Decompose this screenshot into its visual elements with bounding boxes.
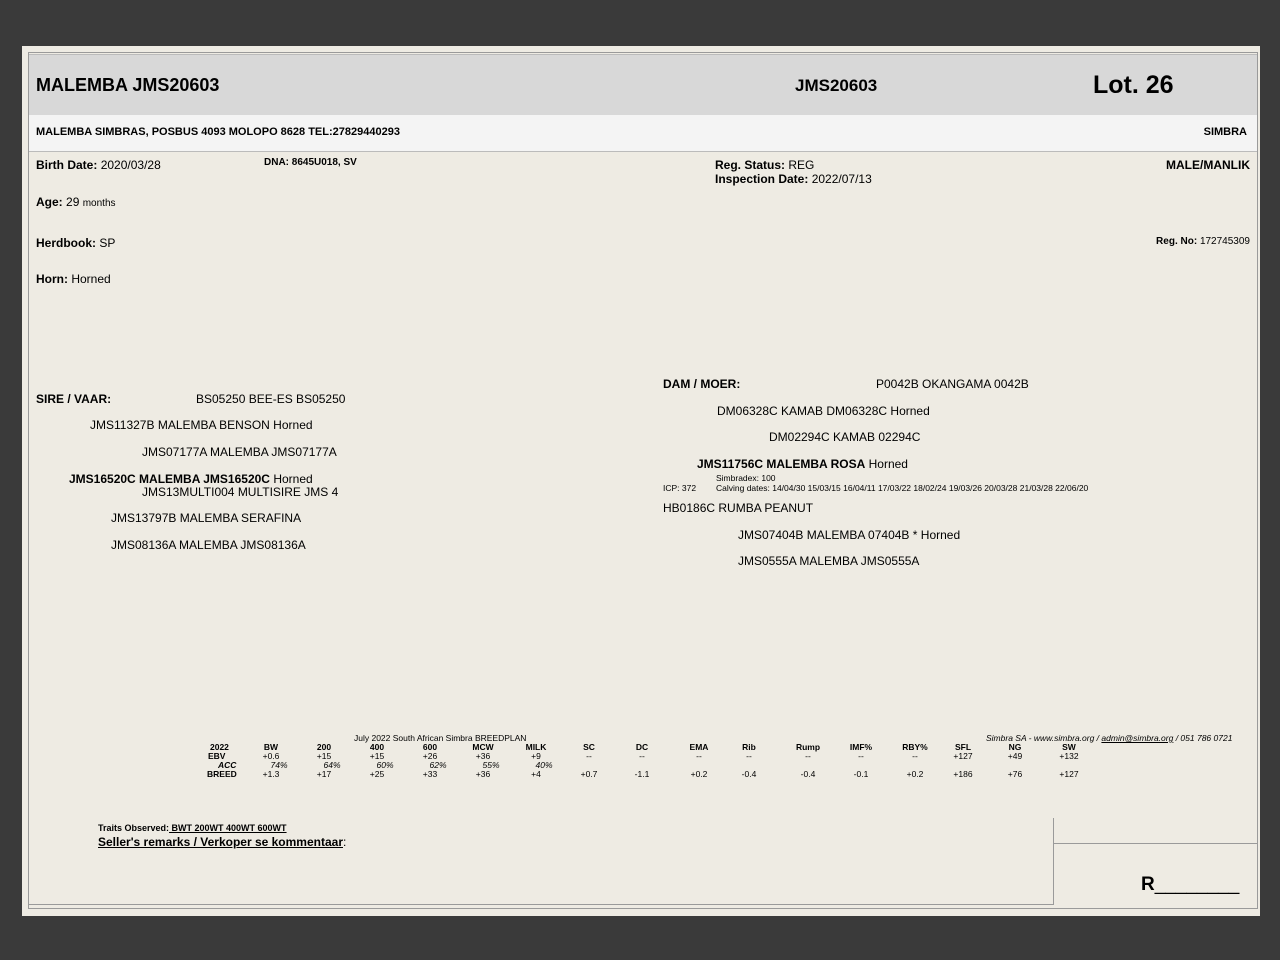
ebv-breed-mcw: +36 — [475, 769, 491, 779]
horn-status: Horn: Horned — [36, 272, 111, 286]
ebv-ebv-dc: -- — [639, 751, 645, 761]
ebv-h-ng: NG — [1008, 742, 1022, 752]
sex: MALE/MANLIK — [1166, 158, 1250, 172]
ebv-ebv-rib: -- — [746, 751, 752, 761]
simbradex: Simbradex: 100 — [716, 473, 776, 483]
dam-sire-dam: DM02294C KAMAB 02294C — [769, 430, 921, 444]
ebv-breed-rbypct: +0.2 — [906, 769, 924, 779]
ebv-breed-milk: +4 — [531, 769, 541, 779]
dam-label: DAM / MOER: — [663, 377, 741, 391]
ebv-breed-ng: +76 — [1007, 769, 1023, 779]
ebv-breed-dc: -1.1 — [634, 769, 650, 779]
dam-dam: HB0186C RUMBA PEANUT — [663, 501, 814, 515]
dam-sire-sire: P0042B OKANGAMA 0042B — [876, 377, 1029, 391]
header-bar — [29, 54, 1257, 116]
ebv-h-sfl: SFL — [954, 742, 972, 752]
ebv-ebv-ema: -- — [696, 751, 702, 761]
ebv-h-bw: BW — [263, 742, 279, 752]
ebv-ebv-sw: +132 — [1059, 751, 1079, 761]
ebv-h-milk: MILK — [525, 742, 547, 752]
traits-observed: Traits Observed: BWT 200WT 400WT 600WT — [98, 823, 287, 833]
inspection-date: Inspection Date: 2022/07/13 — [715, 172, 872, 186]
seller-remarks: Seller's remarks / Verkoper se kommentaar: — [98, 835, 347, 849]
ebv-breed-rib: -0.4 — [741, 769, 757, 779]
ebv-ebv-rump: -- — [805, 751, 811, 761]
lot-number: Lot. 26 — [1093, 71, 1174, 99]
herdbook: Herdbook: SP — [36, 236, 116, 250]
reg-no: Reg. No: 172745309 — [1156, 236, 1250, 247]
ebv-breed-600: +33 — [422, 769, 438, 779]
sire-label: SIRE / VAAR: — [36, 392, 112, 406]
sire-dam-sire: JMS13MULTI004 MULTISIRE JMS 4 — [142, 485, 339, 499]
ebv-h-sc: SC — [583, 742, 595, 752]
breeder-bar — [29, 115, 1257, 152]
ebv-acc-mcw: 55% — [482, 760, 500, 770]
animal-name: MALEMBA JMS20603 — [36, 75, 220, 95]
sire-sire-sire: JMS07177A MALEMBA JMS07177A — [142, 445, 337, 459]
ebv-ebv-200: +15 — [316, 751, 332, 761]
ebv-acc-milk: 40% — [535, 760, 553, 770]
ebv-breed-rump: -0.4 — [800, 769, 816, 779]
ebv-breed-bw: +1.3 — [262, 769, 280, 779]
sale-catalogue-page — [22, 46, 1260, 916]
calving-dates: Calving dates: 14/04/30 15/03/15 16/04/11 17/03/22 18/02/24 19/03/26 20/03/28 21/03/28 22/06/20 — [716, 483, 1089, 493]
ebv-h-sw: SW — [1062, 742, 1076, 752]
age: Age: 29 months — [36, 195, 116, 209]
sire-sire: BS05250 BEE-ES BS05250 — [196, 392, 346, 406]
ebv-ebv-ng: +49 — [1007, 751, 1023, 761]
ebv-h-200: 200 — [316, 742, 332, 752]
ebv-acc-600: 62% — [429, 760, 447, 770]
ebv-ebv-sc: -- — [586, 751, 592, 761]
ebv-acc-bw: 74% — [270, 760, 288, 770]
dna-info: DNA: 8645U018, SV — [264, 157, 357, 168]
ebv-h-ema: EMA — [689, 742, 709, 752]
animal-id: JMS20603 — [795, 76, 878, 95]
ebv-h-rib: Rib — [742, 742, 756, 752]
ebv-h-rump: Rump — [795, 742, 821, 752]
dam-animal: JMS11756C MALEMBA ROSA Horned — [697, 457, 908, 471]
ebv-h-dc: DC — [635, 742, 649, 752]
row-label-acc: ACC — [218, 760, 237, 770]
breedplan-title: July 2022 South African Simbra BREEDPLAN — [354, 733, 527, 743]
ebv-ebv-milk: +9 — [531, 751, 541, 761]
ebv-h-mcw: MCW — [472, 742, 494, 752]
ebv-ebv-mcw: +36 — [475, 751, 491, 761]
ebv-breed-sfl: +186 — [953, 769, 973, 779]
row-label-year: 2022 — [210, 742, 229, 752]
row-label-ebv: EBV — [208, 751, 226, 761]
price-field[interactable]: R________ — [1141, 874, 1240, 895]
dam-dam-sire: JMS07404B MALEMBA 07404B * Horned — [738, 528, 961, 542]
ebv-breed-imfpct: -0.1 — [853, 769, 869, 779]
sire-animal: JMS16520C MALEMBA JMS16520C Horned — [69, 472, 313, 486]
ebv-acc-200: 64% — [323, 760, 341, 770]
ebv-h-600: 600 — [422, 742, 438, 752]
price-box-divider — [1053, 843, 1258, 844]
ebv-ebv-600: +26 — [422, 751, 438, 761]
birth-date: Birth Date: 2020/03/28 — [36, 158, 161, 172]
ebv-breed-400: +25 — [369, 769, 385, 779]
ebv-h-400: 400 — [369, 742, 385, 752]
ebv-h-rbypct: RBY% — [902, 742, 928, 752]
breeder-info: MALEMBA SIMBRAS, POSBUS 4093 MOLOPO 8628 TEL:27829440293 — [36, 126, 400, 138]
ebv-breed-ema: +0.2 — [690, 769, 708, 779]
row-label-breed: BREED — [207, 769, 237, 779]
ebv-breed-sc: +0.7 — [580, 769, 598, 779]
dam-sire: DM06328C KAMAB DM06328C Horned — [717, 404, 930, 418]
sire-sire-dam-sire: JMS11327B MALEMBA BENSON Horned — [90, 418, 313, 432]
ebv-ebv-sfl: +127 — [953, 751, 973, 761]
icp: ICP: 372 — [663, 483, 697, 493]
breed-name: SIMBRA — [1203, 126, 1247, 138]
ebv-breed-200: +17 — [316, 769, 332, 779]
sire-dam: JMS13797B MALEMBA SERAFINA — [111, 511, 302, 525]
ebv-acc-400: 60% — [376, 760, 394, 770]
ebv-ebv-rbypct: -- — [912, 751, 918, 761]
ebv-breed-sw: +127 — [1059, 769, 1079, 779]
email-link[interactable]: admin@simbra.org — [1101, 733, 1174, 743]
ebv-ebv-400: +15 — [369, 751, 385, 761]
reg-status: Reg. Status: REG — [715, 158, 815, 172]
ebv-h-imfpct: IMF% — [849, 742, 873, 752]
sire-dam-dam: JMS08136A MALEMBA JMS08136A — [111, 538, 306, 552]
ebv-ebv-imfpct: -- — [858, 751, 864, 761]
dam-dam-dam: JMS0555A MALEMBA JMS0555A — [738, 554, 920, 568]
breedplan-contact: Simbra SA - www.simbra.org / admin@simbra.org / 051 786 0721 — [986, 733, 1233, 743]
ebv-ebv-bw: +0.6 — [262, 751, 280, 761]
